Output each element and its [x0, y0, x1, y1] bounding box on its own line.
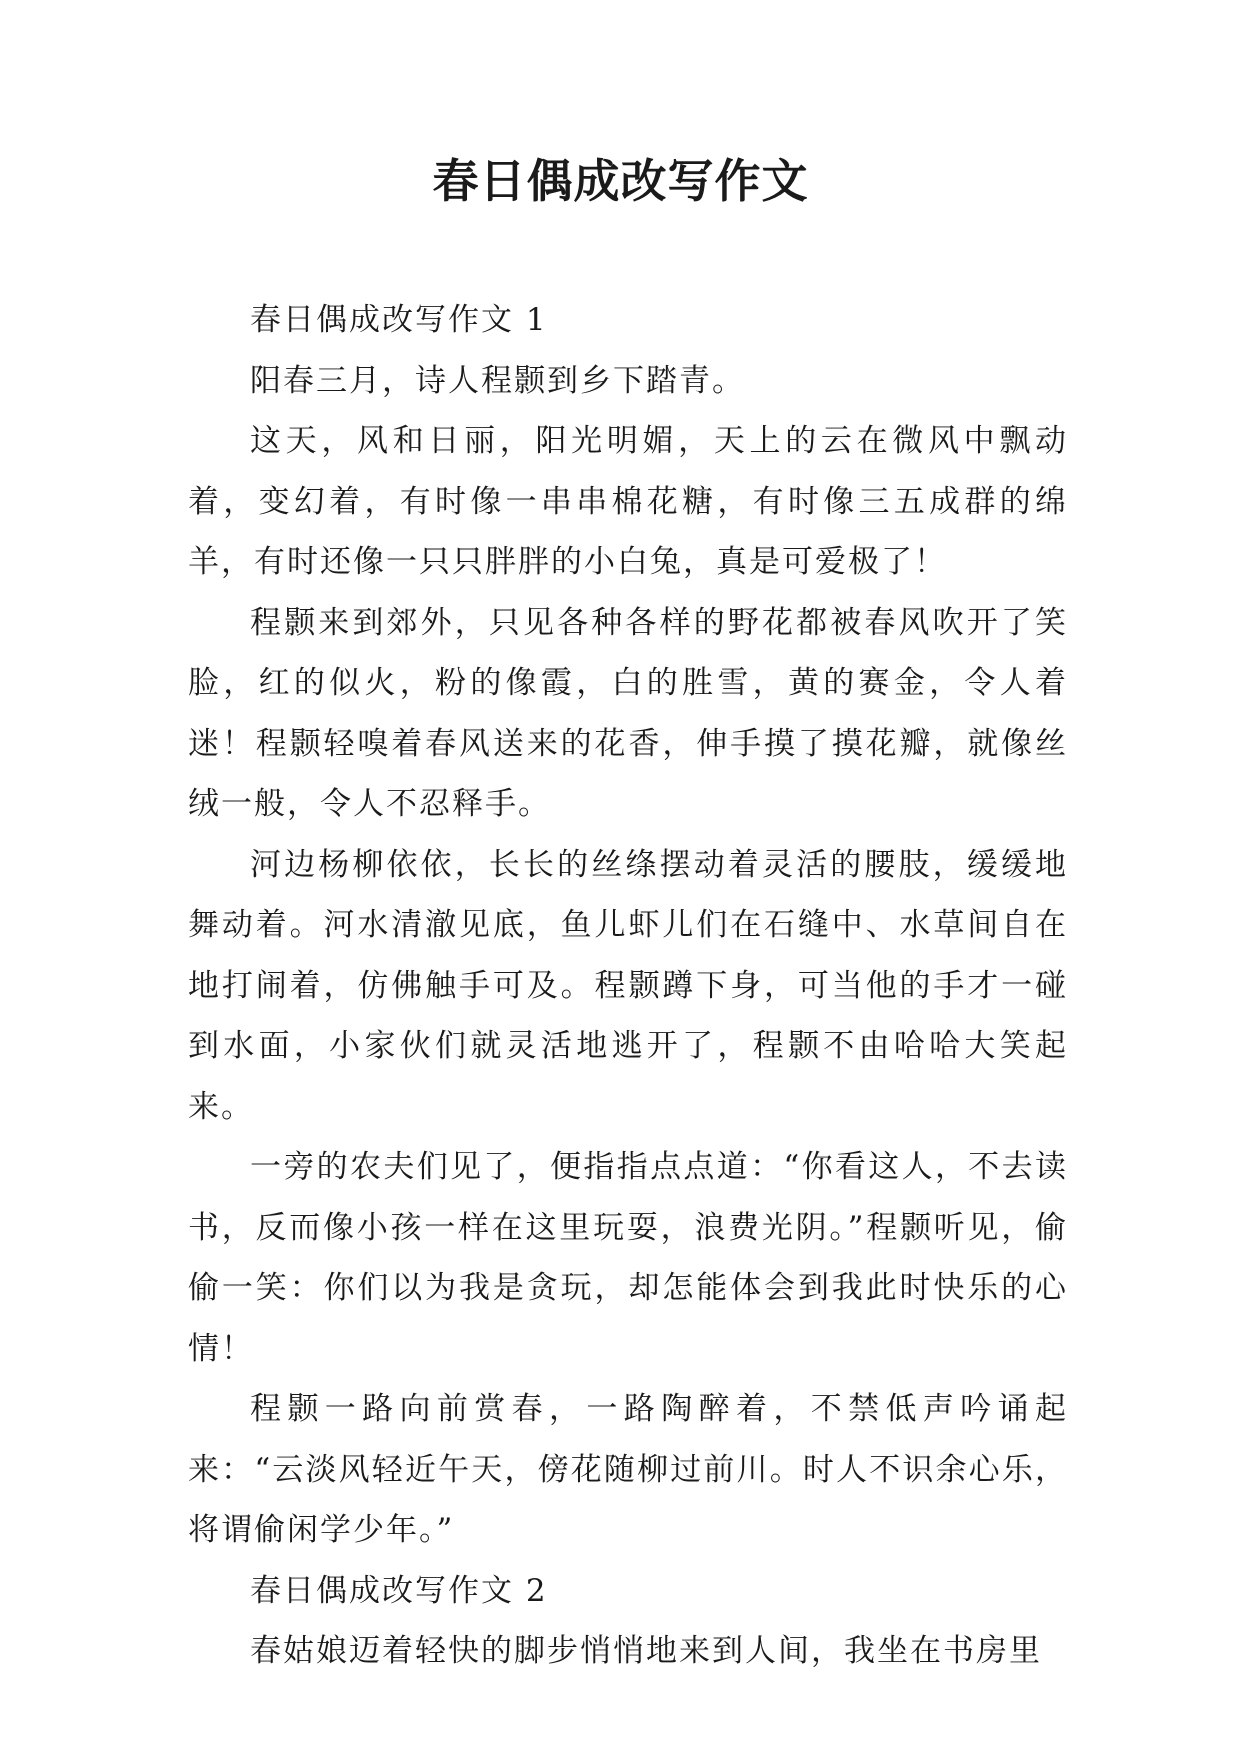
section-heading-1: 春日偶成改写作文 1: [250, 302, 548, 338]
paragraph: 一旁的农夫们见了，便指指点点道：“你看这人，不去读书，反而像小孩一样在这里玩耍，浪费光阴。”程颢听见，偷偷一笑：你们以为我是贪玩，却怎能体会到我此时快乐的心情！: [188, 1149, 1068, 1367]
document-title: 春日偶成改写作文: [432, 154, 809, 208]
section-heading-2: 春日偶成改写作文 2: [250, 1572, 548, 1609]
document-body: [188, 290, 1068, 1682]
paragraph: 程颢来到郊外，只见各种各样的野花都被春风吹开了笑脸，红的似火，粉的像霞，白的胜雪，黄的赛金，令人着迷！程颢轻嗅着春风送来的花香，伸手摸了摸花瓣，就像丝绒一般，令人不忍释手。: [188, 604, 1068, 822]
paragraph: 这天，风和日丽，阳光明媚，天上的云在微风中飘动着，变幻着，有时像一串串棉花糖，有时像三五成群的绵羊，有时还像一只只胖胖的小白兔，真是可爱极了！: [188, 423, 1068, 580]
paragraph: 程颢一路向前赏春，一路陶醉着，不禁低声吟诵起来：“云淡风轻近午天，傍花随柳过前川。时人不识余心乐，将谓偷闲学少年。”: [188, 1391, 1068, 1548]
paragraph: 春姑娘迈着轻快的脚步悄悄地来到人间，我坐在书房里: [250, 1633, 1042, 1669]
paragraph: 河边杨柳依依，长长的丝绦摆动着灵活的腰肢，缓缓地舞动着。河水清澈见底，鱼儿虾儿们在石缝中、水草间自在地打闹着，仿佛触手可及。程颢蹲下身，可当他的手才一碰到水面，小家伙们就灵活地逃开了，程颢不由哈哈大笑起来。: [188, 846, 1068, 1125]
paragraph: 阳春三月，诗人程颢到乡下踏青。: [250, 362, 745, 399]
